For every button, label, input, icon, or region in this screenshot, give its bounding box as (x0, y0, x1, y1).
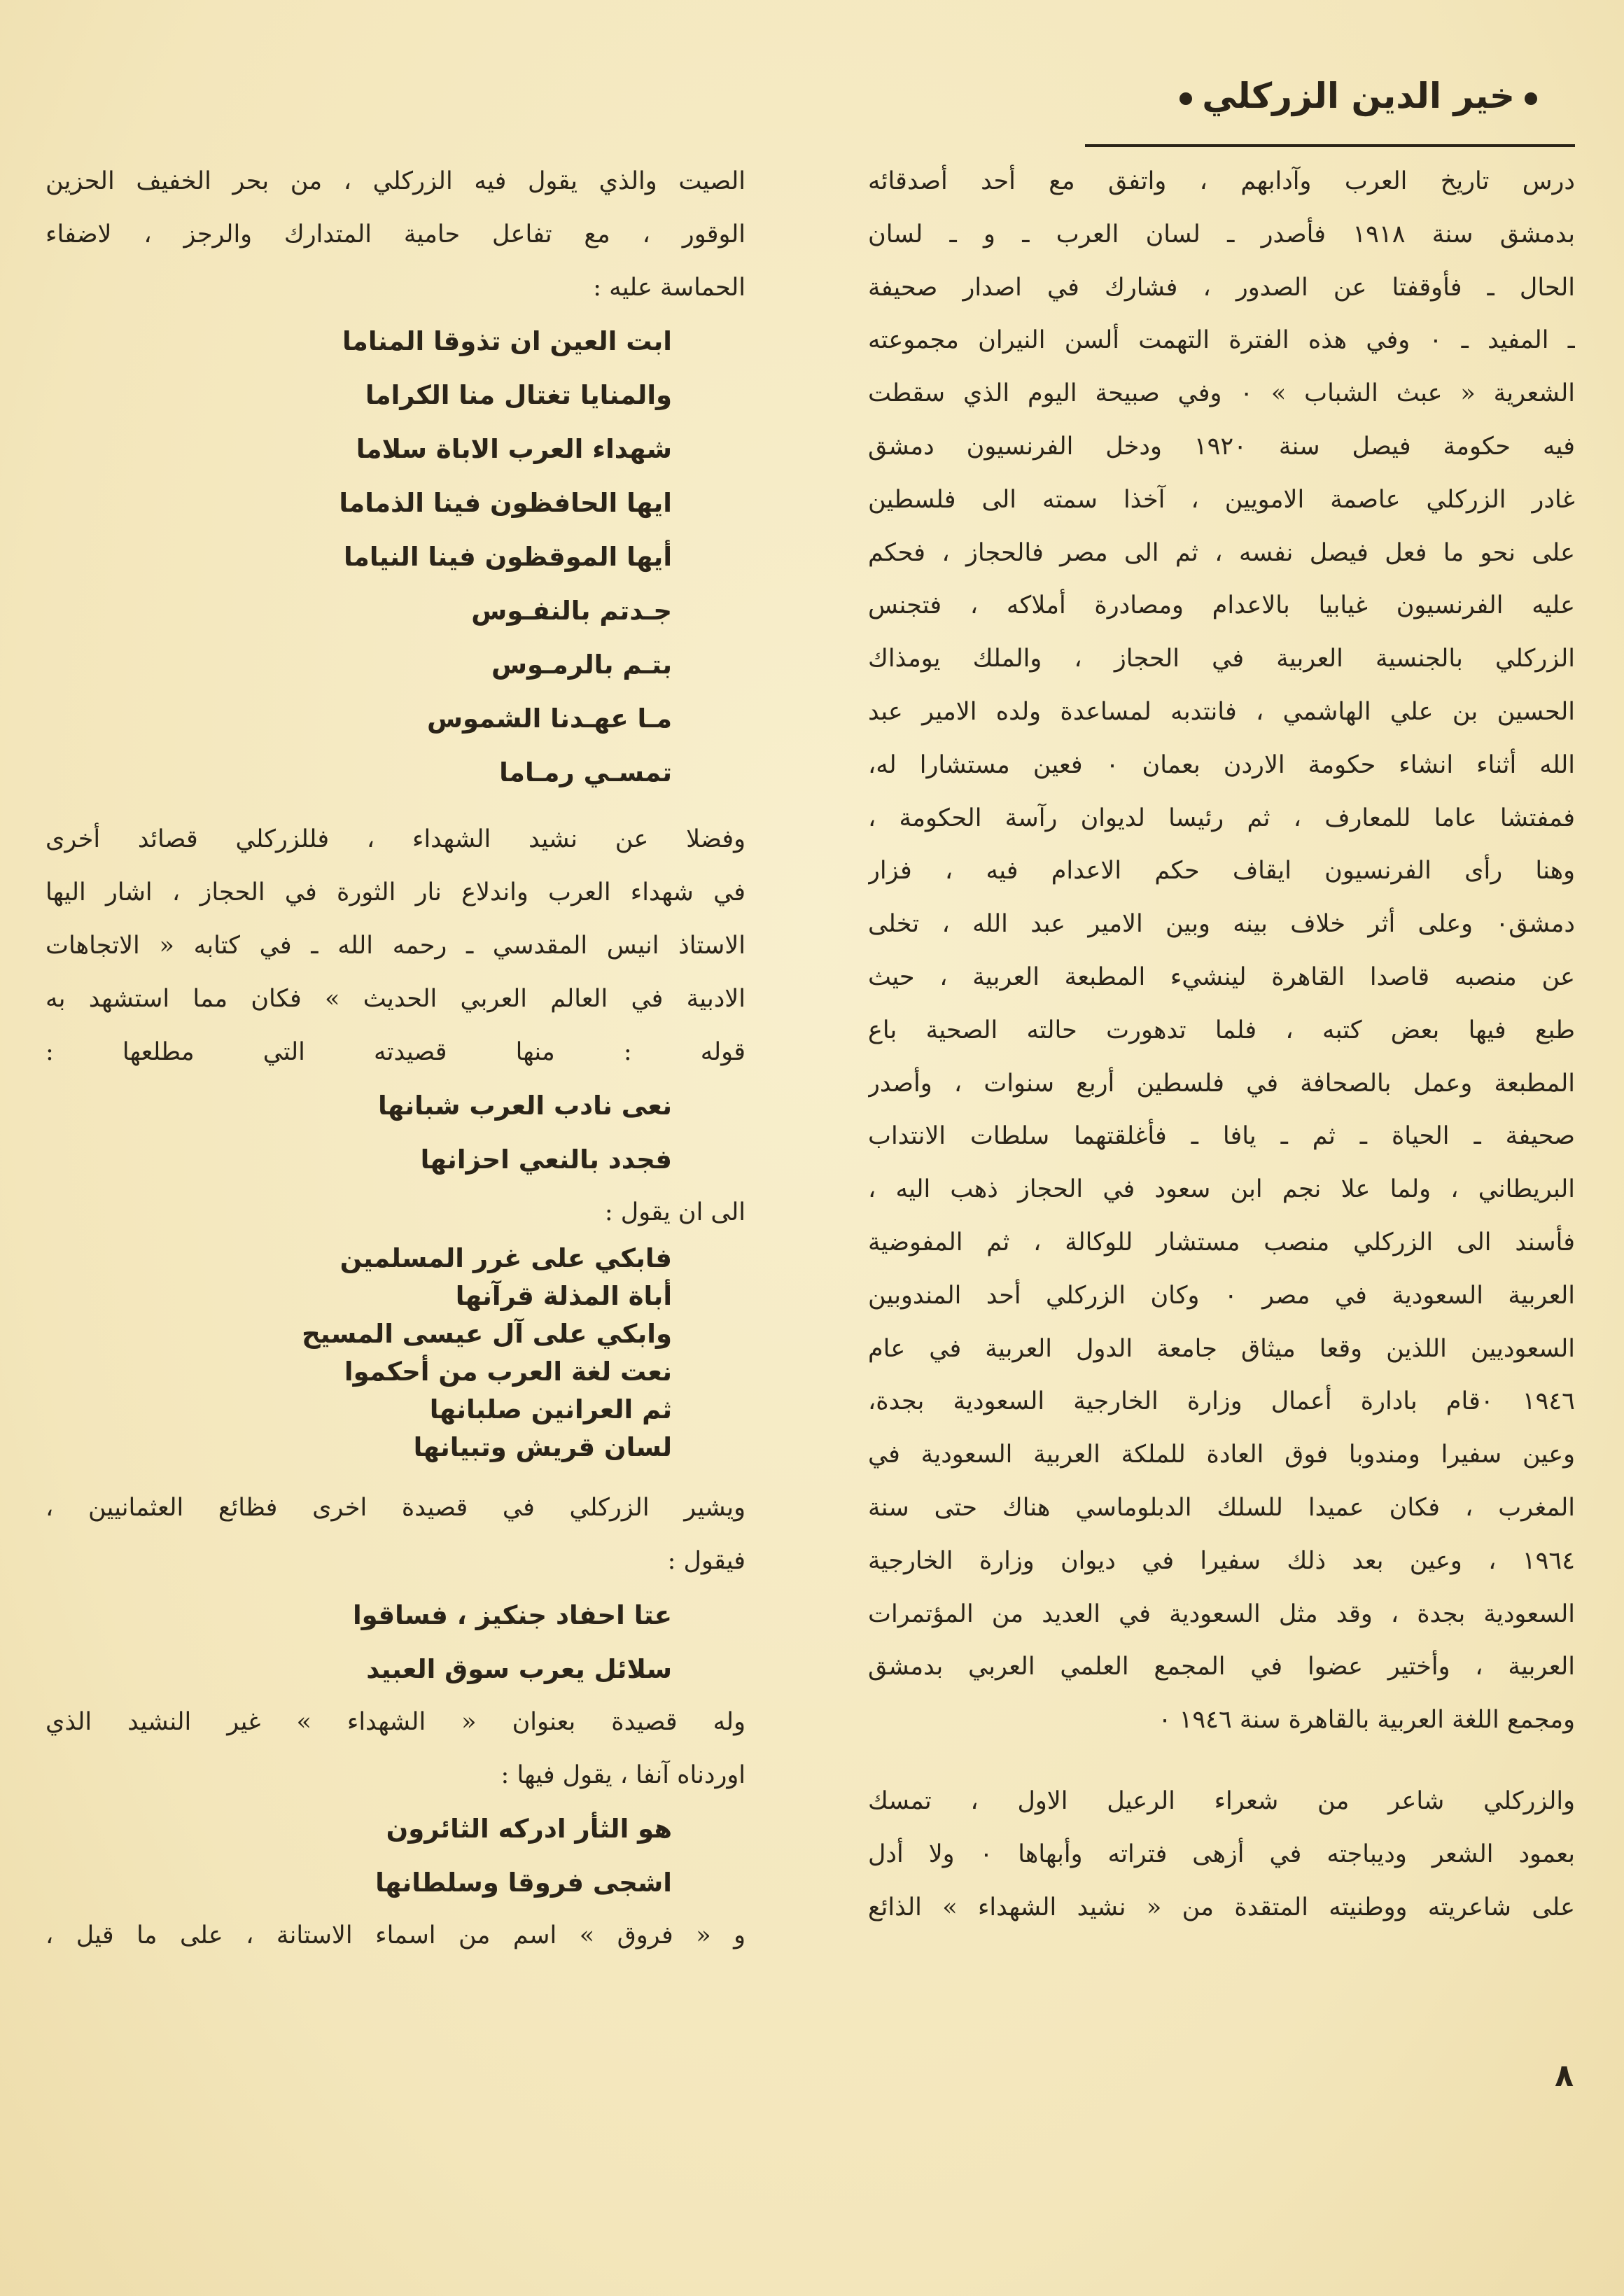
text-line: الله أثناء انشاء حكومة الاردن بعمان ٠ فعين مستشارا له، (868, 750, 1575, 779)
verse-line: شهداء العرب الاباة سلاما (356, 434, 672, 465)
article-header (1085, 76, 1575, 153)
verse-line: ايها الحافظون فينا الذماما (339, 488, 672, 519)
verse-line: هو الثأر ادركه الثائرون (386, 1814, 672, 1844)
text-line: وفضلا عن نشيد الشهداء ، فللزركلي قصائد أخرى (46, 825, 746, 854)
text-line: المطبعة وعمل بالصحافة في فلسطين أربع سنوات ، وأصدر (868, 1069, 1575, 1098)
text-line: الوقور ، مع تفاعل حامية المتدارك والرجز ، لاضفاء (46, 220, 746, 248)
text-line: على نحو ما فعل فيصل نفسه ، ثم الى مصر فالحجاز ، فحكم (868, 538, 1575, 567)
text-line: بعمود الشعر وديباجته في أزهى فتراته وأبهاها ٠ ولا أدل (868, 1840, 1575, 1868)
text-line: الزركلي بالجنسية العربية في الحجاز ، والملك يومذاك (868, 645, 1575, 673)
verse-line: وابكي على آل عيسى المسيح (302, 1319, 672, 1350)
biography-paragraph (868, 155, 1575, 1747)
verse-line: أباة المذلة قرآنها (455, 1281, 672, 1312)
text-line: البريطاني ، ولما علا نجم ابن سعود في الحجاز ذهب اليه ، (868, 1175, 1575, 1204)
text-line: عن منصبه قاصدا القاهرة لينشيء المطبعة العربية ، حيث (868, 962, 1575, 991)
text-line: المغرب ، فكان عميدا للسلك الدبلوماسي هناك حتى سنة (868, 1493, 1575, 1522)
text-line: اوردناه آنفا ، يقول فيها : (500, 1760, 746, 1789)
text-line: في شهداء العرب واندلاع نار الثورة في الحجاز ، اشار اليها (46, 878, 746, 907)
poem-opening-verses (46, 1079, 746, 1186)
other-poems-paragraph (46, 813, 746, 1079)
text-line: وله قصيدة بعنوان « الشهداء » غير النشيد الذي (46, 1707, 746, 1736)
closing-paragraph (46, 1910, 746, 1963)
intro-paragraph (46, 155, 746, 314)
text-line: غادر الزركلي عاصمة الامويين ، آخذا سمته الى فلسطين (868, 485, 1575, 514)
text-line: السعودية بجدة ، وقد مثل السعودية في العديد من المؤتمرات (868, 1600, 1575, 1628)
text-line: طبع فيها بعض كتبه ، فلما تدهورت حالته الصحية باع (868, 1016, 1575, 1044)
text-line: قوله : منها قصيدته التي مطلعها : (46, 1037, 746, 1066)
text-line: العربية ، وأختير عضوا في المجمع العلمي العربي بدمشق (868, 1653, 1575, 1681)
verse-line: تمسـي رمـاما (499, 757, 672, 788)
transition-line (46, 1186, 746, 1240)
verse-line: لسان قريش وتبيانها (413, 1432, 672, 1463)
verse-line: عتا احفاد جنكيز ، فساقوا (353, 1600, 672, 1630)
poet-paragraph (868, 1775, 1575, 1934)
verse-line: فابكي على غرر المسلمين (340, 1243, 672, 1274)
verse-line: نعى نادب العرب شبانها (377, 1091, 672, 1121)
poem-continuation-verses (46, 1240, 746, 1466)
text-line: الى ان يقول : (604, 1198, 746, 1227)
text-line: الادبية في العالم العربي الحديث » فكان مما استشهد به (46, 984, 746, 1013)
verse-line: جـدتم بالنفـوس (471, 596, 672, 626)
text-line: دمشق٠ وعلى أثر خلاف بينه وبين الامير عبد الله ، تخلى (868, 910, 1575, 939)
bullet-icon (1525, 92, 1537, 105)
text-line: فمفتشا عاما للمعارف ، ثم رئيسا لديوان رآسة الحكومة ، (868, 804, 1575, 832)
verse-line: أيها الموقظون فينا النياما (344, 542, 672, 573)
text-line: ـ المفيد ـ ٠ وفي هذه الفترة التهمت ألسن النيران مجموعته (868, 326, 1575, 355)
text-line: فيه حكومة فيصل سنة ١٩٢٠ ودخل الفرنسيون دمشق (868, 432, 1575, 461)
text-line: العربية السعودية في مصر ٠ وكان الزركلي أحد المندوبين (868, 1281, 1575, 1310)
text-line: السعوديين اللذين وقعا ميثاق جامعة الدول العربية في عام (868, 1334, 1575, 1363)
verse-line: ثم العرانين صلبانها (429, 1394, 672, 1425)
text-line: ويشير الزركلي في قصيدة اخرى فظائع العثمانيين ، (46, 1494, 746, 1522)
verse-line: نعت لغة العرب من أحكموا (344, 1357, 672, 1387)
article-title (1170, 76, 1547, 116)
verse-line: والمنايا تغتال منا الكراما (365, 380, 672, 411)
text-line: الحال ـ فأوقفتا عن الصدور ، فشارك في اصدار صحيفة (868, 273, 1575, 302)
text-line: فأسند الى الزركلي منصب مستشار للوكالة ، ثم المفوضية (868, 1228, 1575, 1256)
text-line: الحسين بن علي الهاشمي ، فانتدبه لمساعدة ولده الامير عبد (868, 697, 1575, 726)
right-column (868, 155, 1575, 1934)
text-line: الحماسة عليه : (593, 273, 746, 302)
text-line: درس تاريخ العرب وآدابهم ، واتفق مع أحد أصدقائه (868, 167, 1575, 195)
verse-line: فجدد بالنعي احزانها (420, 1144, 672, 1175)
text-line: ١٩٦٤ ، وعين بعد ذلك سفيرا في ديوان وزارة الخارجية (868, 1546, 1575, 1575)
header-rule (1085, 144, 1575, 147)
text-line: عليه الفرنسيون غيابيا بالاعدام ومصادرة أملاكه ، فتجنس (868, 592, 1575, 620)
bullet-icon (1180, 92, 1192, 105)
text-line: فيقول : (667, 1546, 746, 1575)
text-line: وعين سفيرا ومندوبا فوق العادة للملكة العربية السعودية في (868, 1441, 1575, 1469)
verse-line: ابت العين ان تذوقا المناما (342, 326, 672, 357)
martyrs-poem-paragraph (46, 1696, 746, 1802)
martyrs-anthem-verses (46, 314, 746, 799)
left-column (46, 155, 746, 1963)
text-line: بدمشق سنة ١٩١٨ فأصدر ـ لسان العرب ـ و ـ لسان (868, 220, 1575, 248)
text-line: صحيفة ـ الحياة ـ ثم ـ يافا ـ فأغلقتهما سلطات الانتداب (868, 1122, 1575, 1151)
text-line: ومجمع اللغة العربية بالقاهرة سنة ١٩٤٦ ٠ (1158, 1706, 1575, 1735)
text-line: الصيت والذي يقول فيه الزركلي ، من بحر الخفيف الحزين (46, 167, 746, 195)
text-line: الشعرية « عبث الشباب » ٠ وفي صبيحة اليوم الذي سقطت (868, 379, 1575, 408)
verse-line: بتـم بالرمـوس (491, 650, 672, 680)
text-line: ١٩٤٦ ٠قام بادارة أعمال وزارة الخارجية السعودية بجدة، (868, 1387, 1575, 1416)
verse-line: سلائل يعرب سوق العبيد (366, 1653, 672, 1684)
martyrs-poem-verses (46, 1802, 746, 1910)
ottoman-verses (46, 1588, 746, 1696)
text-line: والزركلي شاعر من شعراء الرعيل الاول ، تمسك (868, 1786, 1575, 1815)
article-title-text: خير الدين الزركلي (1202, 76, 1515, 116)
text-line: الاستاذ انيس المقدسي ـ رحمه الله ـ في كتابه « الاتجاهات (46, 931, 746, 960)
text-line: و « فروق » اسم من اسماء الاستانة ، على ما قيل ، (46, 1921, 746, 1950)
text-line: على شاعريته ووطنيته المتقدة من « نشيد الشهداء » الذائع (868, 1893, 1575, 1921)
text-line: وهنا رأى الفرنسيون ايقاف حكم الاعدام فيه ، فزار (868, 857, 1575, 886)
verse-line: اشجى فروقا وسلطانها (375, 1868, 672, 1898)
verse-line: مـا عهـدنا الشموس (426, 704, 672, 734)
ottoman-paragraph (46, 1482, 746, 1588)
page-number: ٨ (1555, 2058, 1574, 2094)
